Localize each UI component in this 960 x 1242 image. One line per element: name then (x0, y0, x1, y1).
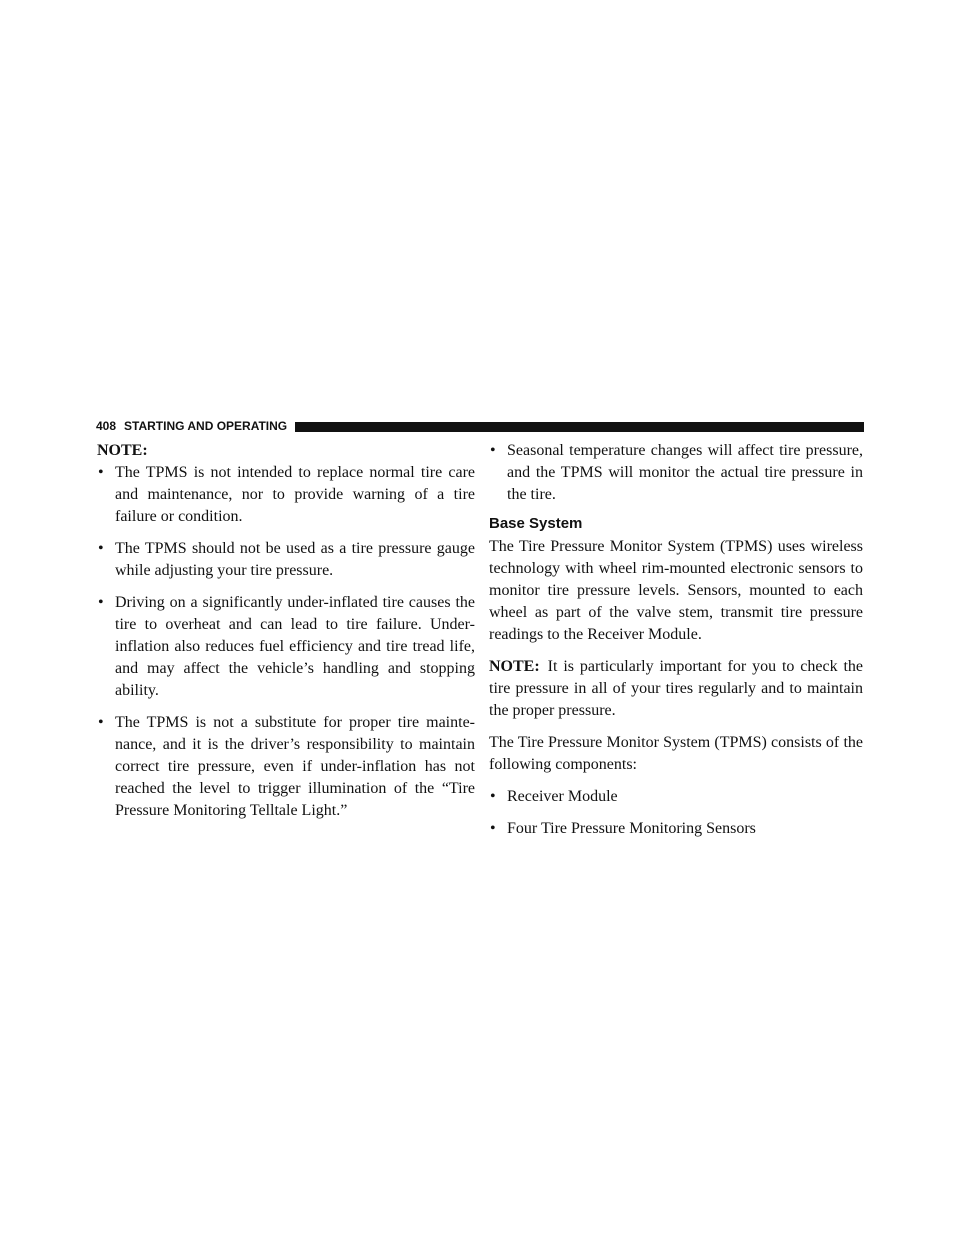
bullet-icon: • (490, 820, 496, 837)
bullet-icon: • (98, 594, 104, 611)
note-heading: NOTE: (97, 442, 148, 459)
bullet-icon: • (98, 464, 104, 481)
note-text: It is particularly important for you to check the tire pressure in all of your tires regularly and to maintain the proper pressure. (489, 658, 863, 719)
list-item (97, 592, 475, 702)
section-title: STARTING AND OPERATING (124, 419, 288, 433)
list-item (489, 440, 863, 506)
note-bullet-list (97, 462, 475, 822)
note-label: NOTE: (489, 658, 540, 675)
bullet-icon: • (490, 788, 496, 805)
bullet-text: Seasonal temperature changes will affect tire pressure, and the TPMS will monitor the actual tire pressure in the tire. (507, 442, 863, 503)
components-intro-paragraph: The Tire Pressure Monitor System (TPMS) consists of the following components: (489, 734, 863, 773)
list-item (97, 462, 475, 528)
bullet-text: The TPMS is not intended to replace normal tire care and maintenance, nor to provide warning of a tire failure or condition. (115, 464, 475, 525)
note-paragraph (489, 656, 863, 722)
bullet-text: Driving on a significantly under-inflated tire causes the tire to overheat and can lead to tire failure. Under-inflation also reduces fuel efficiency and tire tread life, and may affect the vehicle’s handling and stopping ability. (115, 594, 475, 699)
page-header (96, 419, 864, 434)
seasonal-bullet-list (489, 440, 863, 506)
bullet-icon: • (98, 540, 104, 557)
header-rule (295, 422, 864, 432)
list-item (97, 712, 475, 822)
bullet-icon: • (98, 714, 104, 731)
bullet-icon: • (490, 442, 496, 459)
bullet-text: Receiver Module (507, 788, 618, 805)
bullet-text: The TPMS is not a substitute for proper tire mainte-nance, and it is the driver’s responsibility to maintain correct tire pressure, even if under-inflation has not reached the level to trigger illumination of the “Tire Pressure Monitoring Telltale Light.” (115, 714, 475, 819)
base-system-paragraph: The Tire Pressure Monitor System (TPMS) uses wireless technology with wheel rim-mounted electronic sensors to monitor tire pressure levels. Sensors, mounted to each wheel as part of the valve stem, transmit tire pressure readings to the Receiver Module. (489, 538, 863, 643)
bullet-text: Four Tire Pressure Monitoring Sensors (507, 820, 756, 837)
bullet-text: The TPMS should not be used as a tire pressure gauge while adjusting your tire pressure. (115, 540, 475, 579)
components-list (489, 786, 863, 840)
page-number: 408 (96, 419, 117, 433)
list-item (97, 538, 475, 582)
right-column (489, 440, 863, 850)
list-item (489, 818, 863, 840)
left-column (97, 440, 475, 832)
list-item (489, 786, 863, 808)
section-subheading: Base System (489, 515, 583, 532)
